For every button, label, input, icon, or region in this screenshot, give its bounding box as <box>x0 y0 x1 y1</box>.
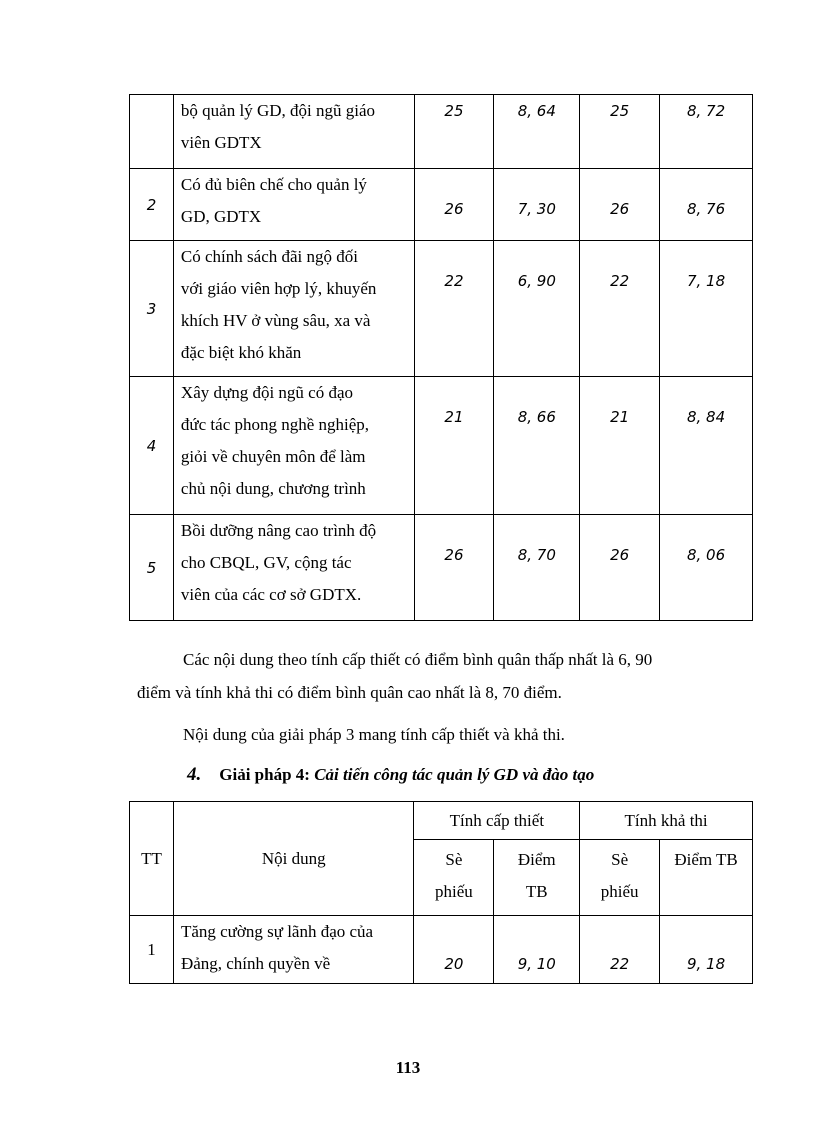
table-row <box>130 241 753 377</box>
content-line: bộ quản lý GD, đội ngũ giáo <box>180 101 375 120</box>
row-content <box>173 916 414 984</box>
row-number: 1 <box>130 916 174 984</box>
header-line: phiếu <box>435 882 473 901</box>
row-content <box>173 241 414 377</box>
header-urgency-votes <box>414 840 494 916</box>
conclusion-paragraph: Nội dung của giải pháp 3 mang tính cấp thiết và khả thi. <box>183 725 565 744</box>
feasibility-votes: 22 <box>580 916 660 984</box>
feasibility-votes: 26 <box>580 169 660 241</box>
content-line: viên của các cơ sở GDTX. <box>180 585 362 604</box>
content-line: đức tác phong nghề nghiệp, <box>180 415 370 434</box>
feasibility-votes: 25 <box>580 95 660 169</box>
row-content <box>173 169 414 241</box>
urgency-votes: 26 <box>414 515 494 621</box>
urgency-score: 7, 30 <box>494 169 580 241</box>
feasibility-votes: 26 <box>580 515 660 621</box>
summary-paragraph-line: Các nội dung theo tính cấp thiết có điểm bình quân thấp nhất là 6, 90 <box>183 650 653 669</box>
content-line: Tăng cường sự lãnh đạo của <box>180 922 374 941</box>
table-row <box>130 916 753 984</box>
header-line: Sè <box>611 850 629 869</box>
row-content <box>173 515 414 621</box>
content-line: với giáo viên hợp lý, khuyến <box>180 279 377 298</box>
header-urgency-score <box>494 840 580 916</box>
content-line: Đảng, chính quyền về <box>180 954 331 973</box>
row-number: 4 <box>130 377 174 515</box>
header-feasibility-votes <box>580 840 660 916</box>
content-line: Xây dựng đội ngũ có đạo <box>180 383 354 402</box>
urgency-score: 8, 70 <box>494 515 580 621</box>
urgency-score: 6, 90 <box>494 241 580 377</box>
urgency-score: 9, 10 <box>494 916 580 984</box>
header-line: TB <box>525 882 548 901</box>
feasibility-score: 8, 76 <box>660 169 753 241</box>
row-number: 2 <box>130 169 174 241</box>
feasibility-score: 8, 84 <box>660 377 753 515</box>
section-number: 4. <box>187 764 202 785</box>
feasibility-votes: 21 <box>580 377 660 515</box>
content-line: Có chính sách đãi ngộ đối <box>180 247 358 266</box>
content-line: khích HV ở vùng sâu, xa và <box>180 311 371 330</box>
urgency-score: 8, 66 <box>494 377 580 515</box>
table-header-row <box>130 802 753 840</box>
header-line: Sè <box>445 850 463 869</box>
table-row <box>130 377 753 515</box>
feasibility-score: 8, 06 <box>660 515 753 621</box>
content-line: giỏi về chuyên môn để làm <box>180 447 366 466</box>
feasibility-score: 9, 18 <box>660 916 753 984</box>
criteria-table-continued <box>129 94 753 621</box>
header-feasibility: Tính khả thi <box>580 802 753 840</box>
urgency-votes: 22 <box>414 241 494 377</box>
content-line: viên GDTX <box>180 133 262 152</box>
header-urgency: Tính cấp thiết <box>414 802 580 840</box>
page-number: 113 <box>395 1058 421 1077</box>
row-number: 3 <box>130 241 174 377</box>
summary-paragraph-line: điểm và tính khả thi có điểm bình quân cao nhất là 8, 70 điểm. <box>137 683 562 702</box>
table-row <box>130 169 753 241</box>
header-feasibility-score: Điểm TB <box>660 840 753 916</box>
feasibility-votes: 22 <box>580 241 660 377</box>
section-label: Giải pháp 4: <box>219 765 310 784</box>
row-number <box>130 95 174 169</box>
content-line: Có đủ biên chế cho quản lý <box>180 175 367 194</box>
header-line: phiếu <box>600 882 639 901</box>
solution4-table <box>129 801 753 984</box>
row-content <box>173 377 414 515</box>
section-heading <box>187 764 594 786</box>
content-line: cho CBQL, GV, cộng tác <box>180 553 352 572</box>
feasibility-score: 7, 18 <box>660 241 753 377</box>
content-line: đặc biệt khó khăn <box>180 343 302 362</box>
row-number: 5 <box>130 515 174 621</box>
urgency-votes: 20 <box>414 916 494 984</box>
content-line: GD, GDTX <box>180 207 262 226</box>
header-content: Nội dung <box>173 802 414 916</box>
urgency-votes: 21 <box>414 377 494 515</box>
section-title: Cải tiến công tác quản lý GD và đào tạo <box>314 765 595 784</box>
feasibility-score: 8, 72 <box>660 95 753 169</box>
table-row <box>130 515 753 621</box>
content-line: chủ nội dung, chương trình <box>180 479 366 498</box>
content-line: Bồi dưỡng nâng cao trình độ <box>180 521 377 540</box>
row-content <box>173 95 414 169</box>
header-line: Điểm <box>517 850 556 869</box>
table-row <box>130 95 753 169</box>
header-tt: TT <box>130 802 174 916</box>
urgency-votes: 25 <box>414 95 494 169</box>
urgency-votes: 26 <box>414 169 494 241</box>
urgency-score: 8, 64 <box>494 95 580 169</box>
